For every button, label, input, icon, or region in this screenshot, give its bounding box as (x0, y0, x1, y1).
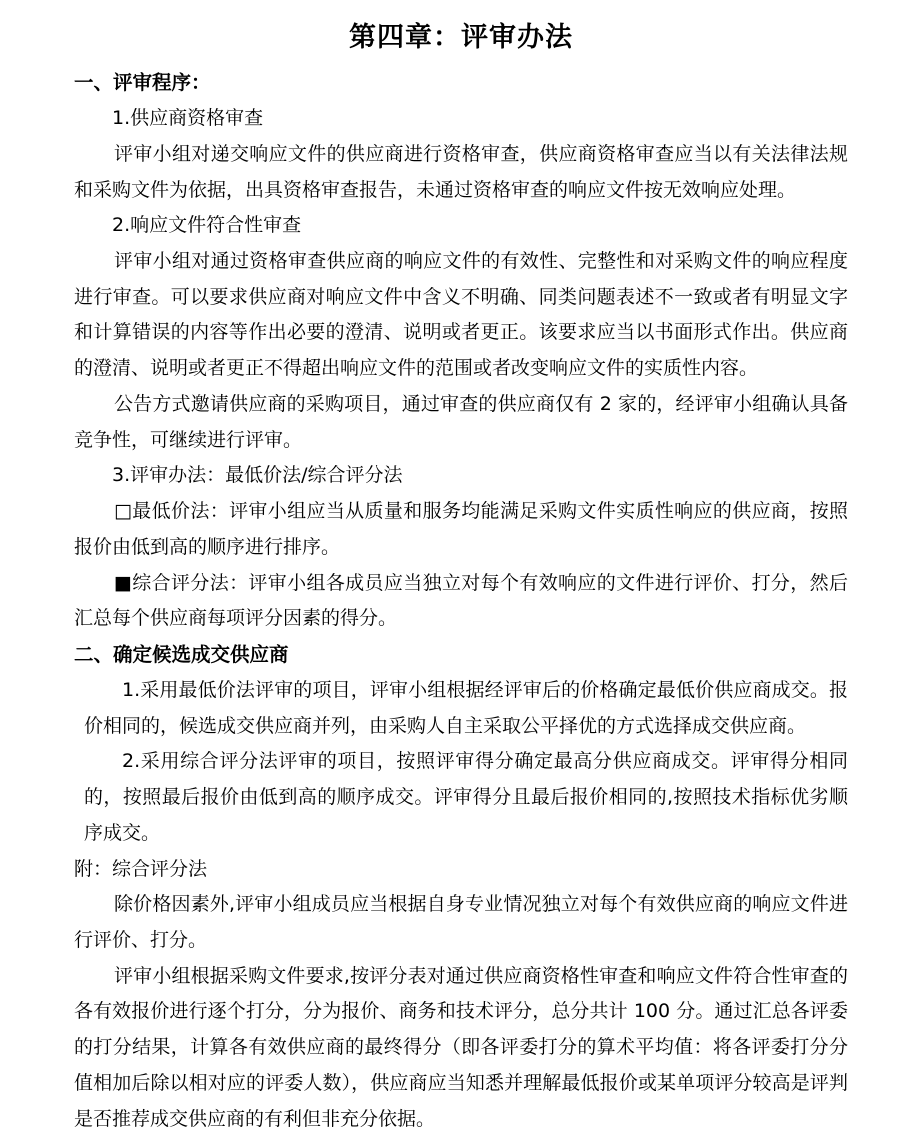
paragraph-1-2: 2.响应文件符合性审查 (112, 214, 302, 237)
paragraph-appendix-body-2: 评审小组根据采购文件要求,按评分表对通过供应商资格性审查和响应文件符合性审查的各有效报价进行逐个打分，分为报价、商务和技术评分，总分共计 100 分。通过汇总各评委的打分结果，计算各有效供应商的最终得分（即各评委打分的算术平均值：将各评委打分分值相加后除以相对应的评委人数），供应商应当知悉并理解最低报价或某单项评分较高是评判是否推荐成交供应商的有利但非充分依据。 (74, 964, 848, 1130)
paragraph-1-1: 1.供应商资格审查 (112, 107, 264, 130)
section-heading: 二、确定候选成交供应商 (74, 642, 289, 666)
paragraph-competitiveness: 公告方式邀请供应商的采购项目，通过审查的供应商仅有 2 家的，经评审小组确认具备竞争性，可继续进行评审。 (74, 392, 848, 451)
paragraph-comprehensive-scoring-method: ■综合评分法：评审小组各成员应当独立对每个有效响应的文件进行评价、打分，然后汇总每个供应商每项评分因素的得分。 (74, 571, 848, 630)
paragraph-1-1-body: 评审小组对递交响应文件的供应商进行资格审查，供应商资格审查应当以有关法律法规和采购文件为依据，出具资格审查报告，未通过资格审查的响应文件按无效响应处理。 (74, 142, 848, 201)
section-candidate-supplier (74, 637, 848, 1137)
paragraph-2-2: 2.采用综合评分法评审的项目，按照评审得分确定最高分供应商成交。评审得分相同的，按照最后报价由低到高的顺序成交。评审得分且最后报价相同的,按照技术指标优劣顺序成交。 (84, 750, 848, 844)
paragraph-1-3: 3.评审办法：最低价法/综合评分法 (112, 464, 403, 487)
paragraph-appendix-label: 附：综合评分法 (74, 857, 208, 880)
section-evaluation-procedure (74, 65, 848, 637)
paragraph-1-2-body: 评审小组对通过资格审查供应商的响应文件的有效性、完整性和对采购文件的响应程度进行审查。可以要求供应商对响应文件中含义不明确、同类问题表述不一致或者有明显文字和计算错误的内容等作出必要的澄清、说明或者更正。该要求应当以书面形式作出。供应商的澄清、说明或者更正不得超出响应文件的范围或者改变响应文件的实质性内容。 (74, 250, 848, 380)
paragraph-lowest-price-method: □最低价法：评审小组应当从质量和服务均能满足采购文件实质性响应的供应商，按照报价由低到高的顺序进行排序。 (74, 500, 848, 558)
paragraph-appendix-body-1: 除价格因素外,评审小组成员应当根据自身专业情况独立对每个有效供应商的响应文件进行评价、打分。 (74, 893, 848, 952)
page-title: 第四章：评审办法 (349, 22, 573, 53)
paragraph-2-1: 1.采用最低价法评审的项目，评审小组根据经评审后的价格确定最低价供应商成交。报价相同的，候选成交供应商并列，由采购人自主采取公平择优的方式选择成交供应商。 (84, 679, 848, 737)
section-heading: 一、评审程序： (74, 71, 211, 95)
